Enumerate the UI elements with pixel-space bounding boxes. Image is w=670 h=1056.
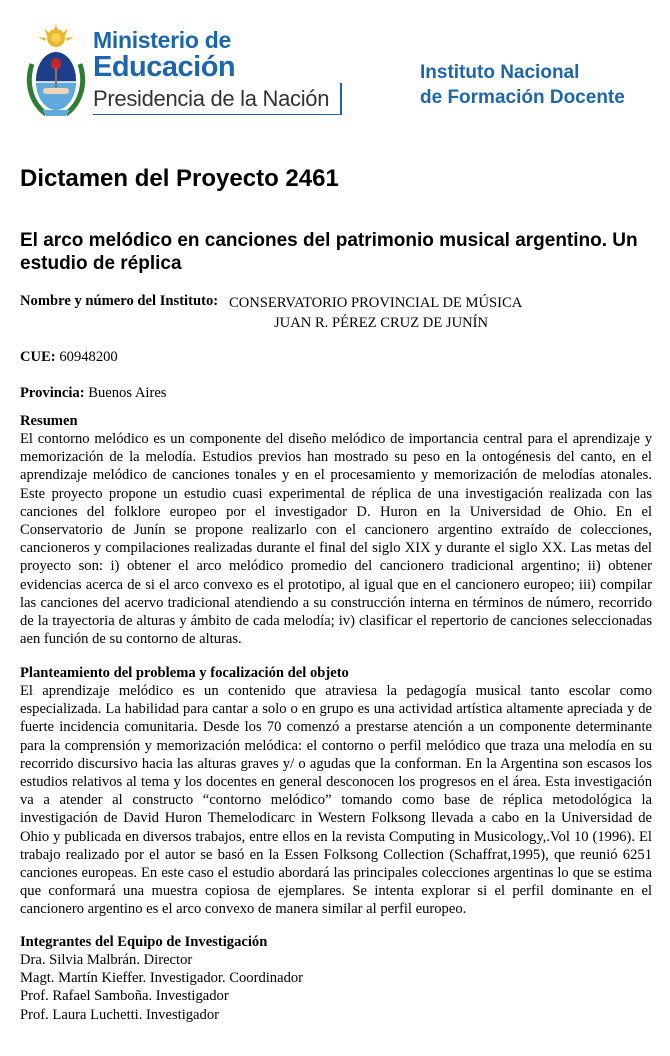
problem-section: [20, 664, 652, 919]
team-list: [20, 951, 652, 1024]
team-heading: Integrantes del Equipo de Investigación: [20, 934, 268, 950]
team-member: Magt. Martín Kieffer. Investigador. Coordinador: [20, 970, 304, 987]
summary-text: El contorno melódico es un componente del diseño melódico de importancia central para el aprendizaje y memorización de la melodía. Estudios previos han mostrado su peso en la ontogénesis del canto, en el aprendizaje melódico de canciones tonales y en el procesamiento y memorización de melodías atonales. Este proyecto propone un estudio cuasi experimental de réplica de una investigación realizada con las canciones del folklore europeo por el investigador D. Huron en la Universidad de Ohio. En el Conservatorio de Junín se propone realizarlo con el cancionero argentino extraído de colecciones, cancioneros y compilaciones realizadas durante el final del siglo XIX y durante el siglo XX. Las metas del proyecto son: i) obtener el arco melódico promedio del cancionero tradicional argentino; ii) obtener evidencias acerca de si el arco convexo es el prototipo, al igual que en el cancionero europeo; iii) compilar las canciones del acervo tradicional atendiendo a su construcción interna en términos de número, recorrido de la trayectoria de alturas y ámbito de cada melodía; iv) clasificar el repertorio de canciones seleccionadas aen función de su contorno de alturas.: [20, 431, 652, 648]
team-section: [20, 933, 652, 1024]
province-value: Buenos Aires: [88, 385, 167, 401]
coat-of-arms-icon: [24, 24, 88, 120]
institute-value: [229, 293, 522, 333]
summary-heading: Resumen: [20, 413, 78, 429]
team-member: Prof. Rafael Samboña. Investigador: [20, 988, 229, 1005]
institute-name-header: [420, 60, 625, 110]
institute-value-line-1: CONSERVATORIO PROVINCIAL DE MÚSICA: [229, 295, 523, 311]
cue-field: [20, 349, 118, 366]
province-label: Provincia:: [20, 385, 85, 401]
team-member: Prof. Laura Luchetti. Investigador: [20, 1006, 219, 1023]
ministry-line-3: Presidencia de la Nación: [93, 86, 330, 111]
province-field: [20, 385, 167, 402]
problem-heading: Planteamiento del problema y focalización del objeto: [20, 665, 349, 681]
ministry-underline: [93, 114, 340, 115]
ministry-divider: [340, 83, 342, 115]
institute-value-line-2: JUAN R. PÉREZ CRUZ DE JUNÍN: [274, 315, 489, 331]
institute-label: Nombre y número del Instituto:: [20, 293, 219, 309]
document-subtitle: El arco melódico en canciones del patrimonio musical argentino. Un estudio de réplica: [20, 230, 638, 274]
institute-line-1: Instituto Nacional: [420, 62, 580, 83]
ministry-line-1: Ministerio de: [93, 27, 231, 53]
problem-text: El aprendizaje melódico es un contenido que atraviesa la pedagogía musical tanto escolar como especializada. La habilidad para cantar a solo o en grupo es una actividad artística altamente apreciada y de fuerte incidencia comunitaria. Desde los 70 comenzó a prestarse atención a un componente determinante para la comprensión y memorización melódica: el contorno o perfil melódico que traza una melodía en su recorrido discursivo hacia las alturas graves y/ o agudas que la conforman. En la Argentina son escasos los estudios relativos al tema y los docentes en general desconocen los progresos en el área. Esta investigación va a atender al constructo “contorno melódico” tomando como base de réplica metodológica la investigación de David Huron Themelodicarc in Western Folksong llevada a cabo en la Universidad de Ohio y publicada en diversos trabajos, entre ellos en la revista Computing in Musicology,.Vol 10 (1996). El trabajo realizado por el autor se basó en la Essen Folksong Collection (Schaffrat,1995), que reunió 6251 canciones europeas. En este caso el estudio abordará las principales colecciones argentinas lo que se estima que conformará una muestra copiosa de ejemplares. Se intenta explorar si el perfil dominante en el cancionero argentino es el arco convexo de manera similar al perfil europeo.: [20, 683, 652, 918]
ministry-line-2: Educación: [93, 51, 236, 83]
team-member: Dra. Silvia Malbrán. Director: [20, 952, 193, 968]
cue-value: 60948200: [59, 349, 118, 365]
letterhead: [0, 0, 670, 130]
document-title: Dictamen del Proyecto 2461: [20, 165, 339, 192]
institute-field: [20, 293, 218, 310]
summary-section: [20, 412, 652, 648]
institute-line-2: de Formación Docente: [420, 87, 625, 108]
cue-label: CUE:: [20, 349, 56, 365]
